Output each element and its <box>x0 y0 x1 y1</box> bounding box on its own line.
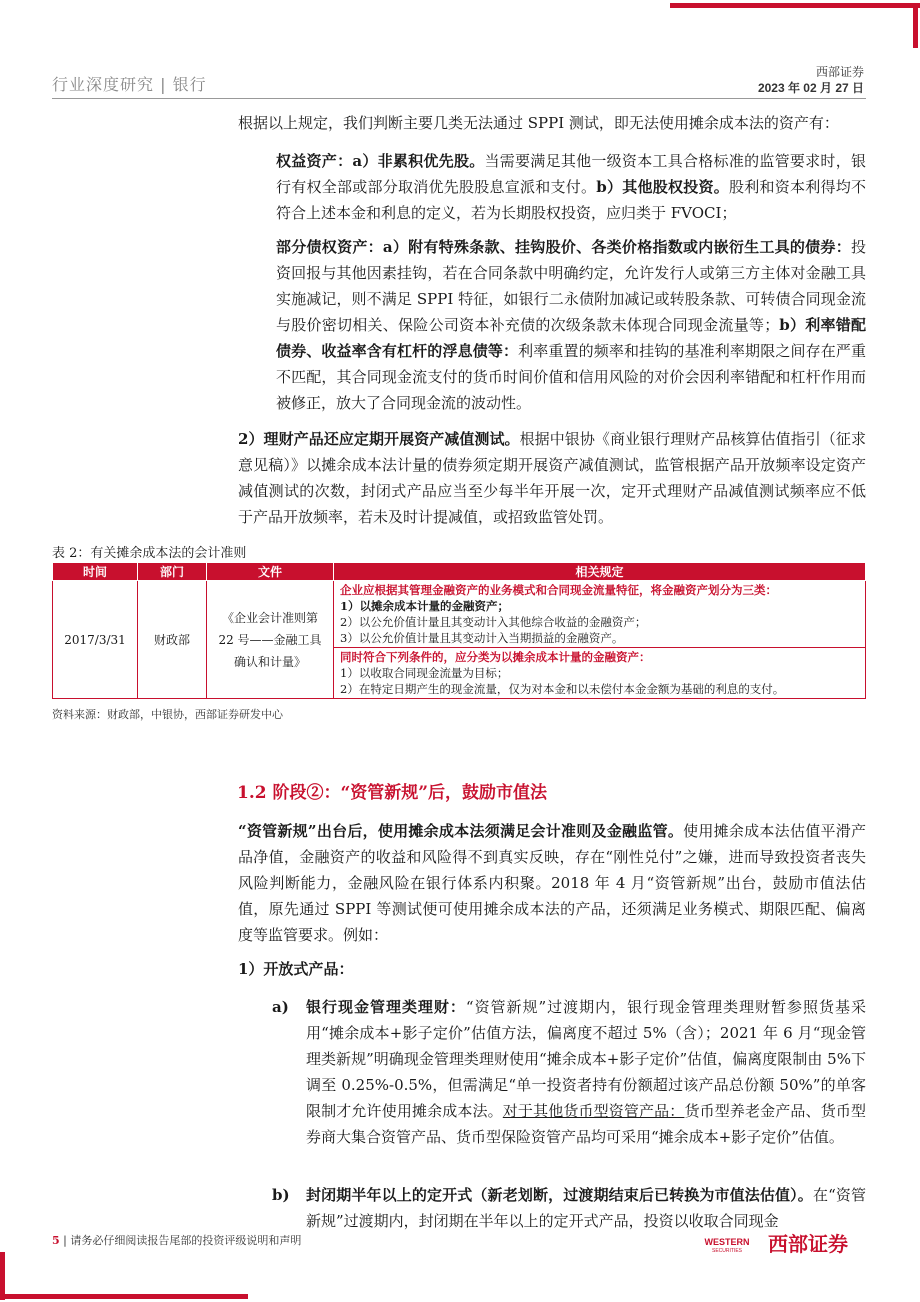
corner-frame-top-right <box>670 3 920 8</box>
item-a-paragraph <box>306 994 866 1150</box>
stage2-lead: “资管新规”出台后，使用摊余成本法须满足会计准则及金融监管。 <box>238 822 684 840</box>
footer-logo-cn: 西部证券 <box>768 1232 848 1256</box>
item-b-lead: 封闭期半年以上的定开式（新老划断，过渡期结束后已转换为市值法估值）。 <box>306 1186 813 1204</box>
doc-line: 《企业会计准则第 <box>221 610 318 625</box>
impairment-lead: 2）理财产品还应定期开展资产减值测试。 <box>238 430 520 448</box>
corner-frame-bottom-left-side <box>0 1252 5 1300</box>
header-time: 时间 <box>53 563 138 581</box>
rule-item: 1）以摊余成本计量的金融资产； <box>340 599 509 613</box>
debt-assets-paragraph <box>276 234 866 416</box>
table-caption: 表 2：有关摊余成本法的会计准则 <box>52 546 247 561</box>
header-dept: 部门 <box>138 563 207 581</box>
impairment-paragraph <box>238 426 866 530</box>
item-a-text2: 货币型养老金产品、货币型券商大集合资管产品、货币型保险资管产品均可采用“摊余成本+影子定价”估值。 <box>306 1102 866 1146</box>
equity-text-b: 股利和资本利得均不符合上述本金和利息的定义，若为长期股权投资，应归类于 FVOCI； <box>276 178 866 222</box>
table-header-row <box>53 563 866 581</box>
debt-b-label: b）利率错配债券、收益率含有杠杆的浮息债等： <box>276 316 866 360</box>
equity-b-label: b）其他股权投资。 <box>596 178 729 196</box>
rule-item: 2）以公允价值计量且其变动计入其他综合收益的金融资产； <box>340 615 647 629</box>
cell-doc <box>207 581 334 699</box>
intro-paragraph <box>238 110 866 136</box>
corner-frame-bottom-left <box>0 1294 248 1299</box>
item-a-text: “资管新规”过渡期内，银行现金管理类理财暂参照货基采用“摊余成本+影子定价”估值方法，偏离度不超过 5%（含）；2021 年 6 月“现金管理类新规”明确现金管理类理财使用“摊余成本+影子定价”估值，偏离度限制由 5%下调至 0.25%-0.5%，但需满足“单一投资者持有份额超过该产品总份额 50%”的单客限制才允许使用摊余成本法。 <box>306 998 866 1120</box>
equity-lead: 权益资产：a）非累积优先股。 <box>276 152 485 170</box>
cell-rule-1 <box>334 581 866 648</box>
page-number: 5 <box>52 1234 60 1247</box>
cell-dept: 财政部 <box>138 581 207 699</box>
header-divider <box>52 98 866 99</box>
debt-lead: 部分债权资产：a）附有特殊条款、挂钩股价、各类价格指数或内嵌衍生工具的债券： <box>276 238 851 256</box>
debt-text-a: 投资回报与其他因素挂钩，若在合同条款中明确约定，允许发行人或第三方主体对金融工具实施减记，则不满足 SPPI 特征，如银行二永债附加减记或转股条款、可转债合同现金流与股价密切相关、保险公司资本补充债的次级条款未体现合同现金流量等； <box>276 238 866 334</box>
rule-heading: 企业应根据其管理金融资产的业务模式和合同现金流量特征，将金融资产划分为三类： <box>340 583 777 597</box>
item-a-underlined: 对于其他货币型资管产品： <box>502 1102 685 1120</box>
item-b-text: 在“资管新规”过渡期内，封闭期在半年以上的定开式产品，投资以收取合同现金 <box>306 1186 866 1230</box>
item-a-lead: 银行现金管理类理财： <box>306 998 466 1016</box>
header-rule: 相关规定 <box>334 563 866 581</box>
table-source: 资料来源：财政部，中银协，西部证券研发中心 <box>52 708 283 721</box>
logo-en-text: WESTERN <box>704 1237 750 1247</box>
footer-disclaimer <box>52 1232 301 1248</box>
doc-line: 22 号——金融工具 <box>218 632 322 647</box>
western-logo-icon <box>692 1235 762 1253</box>
open-products-title: 1）开放式产品： <box>238 960 354 978</box>
equity-assets-paragraph <box>276 148 866 226</box>
stage2-paragraph <box>238 818 866 948</box>
rule-item: 3）以公允价值计量且其变动计入当期损益的金融资产。 <box>340 631 624 645</box>
header-date: 2023 年 02 月 27 日 <box>757 81 864 95</box>
header-company: 西部证券 <box>815 65 864 79</box>
cell-rule-2 <box>334 648 866 699</box>
stage2-text: 使用摊余成本法估值平滑产品净值，金融资产的收益和风险得不到真实反映，存在“刚性兑付”之嫌，进而导致投资者丧失风险判断能力，金融风险在银行体系内积聚。2018 年 4 月“资管新规”出台，鼓励市值法估值，原先通过 SPPI 等测试便可使用摊余成本法的产品，还须满足业务模式、期限匹配、偏离度等监管要求。例如： <box>238 822 866 944</box>
impairment-text: 根据中银协《商业银行理财产品核算估值指引（征求意见稿）》以摊余成本法计量的债券须定期开展资产减值测试，监管根据产品开放频率设定资产减值测试的次数，封闭式产品应当至少每半年开展一次，定开式理财产品减值测试频率应不低于产品开放频率，若未及时计提减值，或招致监管处罚。 <box>238 430 866 526</box>
doc-line: 确认和计量》 <box>233 654 306 669</box>
equity-text-a: 当需要满足其他一级资本工具合格标准的监管要求时，银行有权全部或部分取消优先股股息宣派和支付。 <box>276 152 866 196</box>
item-a-marker: a) <box>272 998 289 1016</box>
cell-time: 2017/3/31 <box>53 581 138 699</box>
report-category: 行业深度研究 | 银行 <box>52 75 207 94</box>
corner-frame-top-right-side <box>913 3 918 48</box>
rule-heading: 同时符合下列条件的，应分类为以摊余成本计量的金融资产： <box>340 650 651 664</box>
item-b-marker: b) <box>272 1186 290 1204</box>
debt-text-b: 利率重置的频率和挂钩的基准利率期限之间存在严重不匹配，其合同现金流支付的货币时间价值和信用风险的对价会因利率错配和杠杆作用而被修正，放大了合同现金流的波动性。 <box>276 342 866 412</box>
section-title: 1.2 阶段②：“资管新规”后，鼓励市值法 <box>237 783 548 803</box>
rule-item: 1）以收取合同现金流量为目标； <box>340 666 509 680</box>
intro-text: 根据以上规定，我们判断主要几类无法通过 SPPI 测试，即无法使用摊余成本法的资产有： <box>238 114 839 132</box>
logo-en-sub-text: SECURITIES <box>711 1248 743 1253</box>
item-b-paragraph <box>306 1182 866 1234</box>
rule-item: 2）在特定日期产生的现金流量，仅为对本金和以未偿付本金金额为基础的利息的支付。 <box>340 682 785 696</box>
table-row <box>53 581 866 648</box>
header-doc: 文件 <box>207 563 334 581</box>
accounting-rules-table <box>52 562 866 699</box>
footer-text: | 请务必仔细阅读报告尾部的投资评级说明和声明 <box>63 1234 302 1247</box>
